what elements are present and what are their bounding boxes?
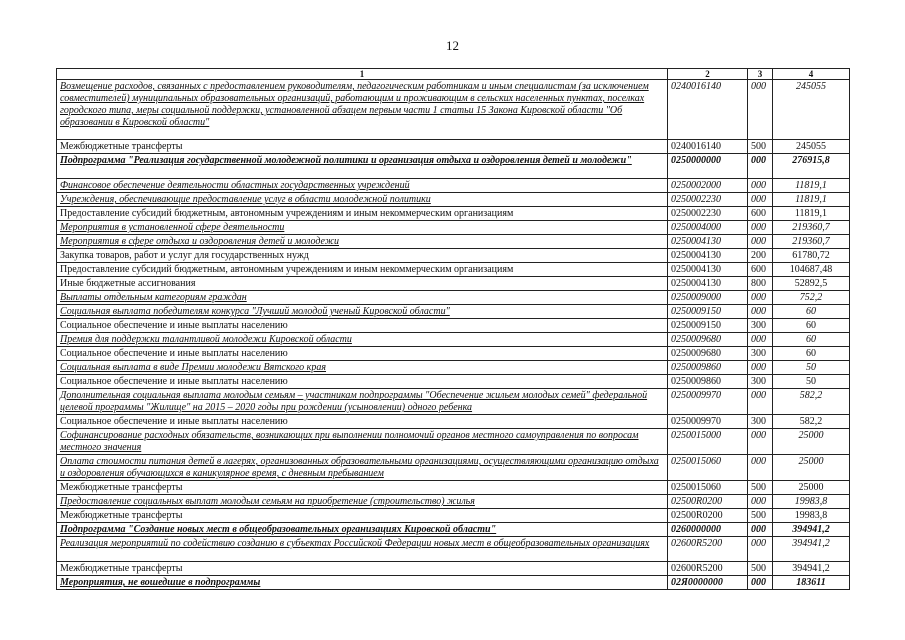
row-amount-cell: 25000 bbox=[773, 455, 850, 481]
row-type-cell: 000 bbox=[748, 221, 773, 235]
row-code-cell: 0250009150 bbox=[668, 305, 748, 319]
row-amount-cell: 25000 bbox=[773, 481, 850, 495]
row-code-cell: 0250009860 bbox=[668, 375, 748, 389]
row-type-cell: 500 bbox=[748, 140, 773, 154]
row-name-cell: Подпрограмма "Создание новых мест в общеобразовательных организациях Кировской области" bbox=[57, 523, 668, 537]
column-header-1: 1 bbox=[57, 69, 668, 80]
row-amount-cell: 394941,2 bbox=[773, 562, 850, 576]
row-type-cell: 500 bbox=[748, 562, 773, 576]
table-row bbox=[57, 509, 850, 523]
row-type-cell: 300 bbox=[748, 347, 773, 361]
page-number: 12 bbox=[446, 38, 459, 53]
table-row bbox=[57, 415, 850, 429]
row-amount-cell: 60 bbox=[773, 319, 850, 333]
row-type-cell: 600 bbox=[748, 263, 773, 277]
row-code-cell: 0250009970 bbox=[668, 415, 748, 429]
row-code-cell: 0250002230 bbox=[668, 207, 748, 221]
table-row bbox=[57, 576, 850, 590]
table-row bbox=[57, 375, 850, 389]
row-amount-cell: 245055 bbox=[773, 80, 850, 140]
row-type-cell: 600 bbox=[748, 207, 773, 221]
row-type-cell: 000 bbox=[748, 576, 773, 590]
row-name-cell: Предоставление социальных выплат молодым семьям на приобретение (строительство) жилья bbox=[57, 495, 668, 509]
table-row bbox=[57, 537, 850, 562]
row-type-cell: 000 bbox=[748, 429, 773, 455]
row-type-cell: 500 bbox=[748, 481, 773, 495]
row-code-cell: 0250004130 bbox=[668, 277, 748, 291]
row-code-cell: 0260000000 bbox=[668, 523, 748, 537]
row-amount-cell: 50 bbox=[773, 375, 850, 389]
row-type-cell: 000 bbox=[748, 154, 773, 179]
budget-table bbox=[56, 68, 850, 590]
row-type-cell: 000 bbox=[748, 455, 773, 481]
row-name-cell: Межбюджетные трансферты bbox=[57, 562, 668, 576]
table-row bbox=[57, 140, 850, 154]
row-type-cell: 000 bbox=[748, 361, 773, 375]
row-type-cell: 000 bbox=[748, 235, 773, 249]
row-amount-cell: 60 bbox=[773, 333, 850, 347]
column-header-4: 4 bbox=[773, 69, 850, 80]
table-row bbox=[57, 481, 850, 495]
row-name-cell: Предоставление субсидий бюджетным, автономным учреждениям и иным некоммерческим организациям bbox=[57, 207, 668, 221]
table-row bbox=[57, 221, 850, 235]
row-code-cell: 0250004130 bbox=[668, 263, 748, 277]
row-code-cell: 0250002230 bbox=[668, 193, 748, 207]
row-type-cell: 000 bbox=[748, 305, 773, 319]
table-row bbox=[57, 305, 850, 319]
table-row bbox=[57, 193, 850, 207]
table-row bbox=[57, 80, 850, 140]
table-row bbox=[57, 249, 850, 263]
row-code-cell: 02Я0000000 bbox=[668, 576, 748, 590]
row-code-cell: 0250015000 bbox=[668, 429, 748, 455]
table-row bbox=[57, 495, 850, 509]
budget-table-body bbox=[57, 69, 850, 590]
row-amount-cell: 50 bbox=[773, 361, 850, 375]
table-row bbox=[57, 389, 850, 415]
table-row bbox=[57, 263, 850, 277]
table-row bbox=[57, 455, 850, 481]
row-name-cell: Закупка товаров, работ и услуг для государственных нужд bbox=[57, 249, 668, 263]
row-amount-cell: 60 bbox=[773, 347, 850, 361]
row-amount-cell: 582,2 bbox=[773, 415, 850, 429]
row-amount-cell: 11819,1 bbox=[773, 179, 850, 193]
row-amount-cell: 219360,7 bbox=[773, 235, 850, 249]
table-row bbox=[57, 291, 850, 305]
row-code-cell: 02600R5200 bbox=[668, 562, 748, 576]
row-name-cell: Межбюджетные трансферты bbox=[57, 481, 668, 495]
row-code-cell: 0250004130 bbox=[668, 249, 748, 263]
row-amount-cell: 276915,8 bbox=[773, 154, 850, 179]
row-code-cell: 0240016140 bbox=[668, 140, 748, 154]
row-type-cell: 500 bbox=[748, 509, 773, 523]
row-name-cell: Дополнительная социальная выплата молодым семьям – участникам подпрограммы "Обеспечение жильем молодых семей" федеральной целевой программы "Жилище" на 2015 – 2020 годы при рождении (усыновлении) одного ребенка bbox=[57, 389, 668, 415]
table-header-row bbox=[57, 69, 850, 80]
row-name-cell: Социальное обеспечение и иные выплаты населению bbox=[57, 319, 668, 333]
table-row bbox=[57, 429, 850, 455]
row-amount-cell: 61780,72 bbox=[773, 249, 850, 263]
row-amount-cell: 219360,7 bbox=[773, 221, 850, 235]
row-code-cell: 0250015060 bbox=[668, 455, 748, 481]
table-row bbox=[57, 154, 850, 179]
row-amount-cell: 52892,5 bbox=[773, 277, 850, 291]
row-name-cell: Мероприятия, не вошедшие в подпрограммы bbox=[57, 576, 668, 590]
row-amount-cell: 582,2 bbox=[773, 389, 850, 415]
table-row bbox=[57, 207, 850, 221]
row-name-cell: Подпрограмма "Реализация государственной молодежной политики и организация отдыха и оздоровления детей и молодежи" bbox=[57, 154, 668, 179]
row-type-cell: 000 bbox=[748, 333, 773, 347]
row-amount-cell: 183611 bbox=[773, 576, 850, 590]
row-name-cell: Возмещение расходов, связанных с предоставлением руководителям, педагогическим работникам и иным специалистам (за исключением совместителей) муниципальных образовательных организаций, работающим и проживающим в сельских населенных пунктах, поселках городского типа, меры социальной поддержки, установленной абзацем первым части 1 статьи 15 Закона Кировской области "Об образовании в Кировской области" bbox=[57, 80, 668, 140]
row-amount-cell: 752,2 bbox=[773, 291, 850, 305]
row-name-cell: Социальное обеспечение и иные выплаты населению bbox=[57, 347, 668, 361]
row-name-cell: Межбюджетные трансферты bbox=[57, 140, 668, 154]
row-type-cell: 000 bbox=[748, 179, 773, 193]
row-name-cell: Реализация мероприятий по содействию созданию в субъектах Российской Федерации новых мест в общеобразовательных организациях bbox=[57, 537, 668, 562]
row-code-cell: 0250004130 bbox=[668, 235, 748, 249]
row-name-cell: Социальная выплата в виде Премии молодежи Вятского края bbox=[57, 361, 668, 375]
row-code-cell: 0250015060 bbox=[668, 481, 748, 495]
row-code-cell: 0240016140 bbox=[668, 80, 748, 140]
row-amount-cell: 245055 bbox=[773, 140, 850, 154]
row-type-cell: 000 bbox=[748, 80, 773, 140]
row-name-cell: Социальное обеспечение и иные выплаты населению bbox=[57, 375, 668, 389]
row-name-cell: Предоставление субсидий бюджетным, автономным учреждениям и иным некоммерческим организациям bbox=[57, 263, 668, 277]
row-code-cell: 0250009150 bbox=[668, 319, 748, 333]
row-name-cell: Учреждения, обеспечивающие предоставление услуг в области молодежной политики bbox=[57, 193, 668, 207]
table-row bbox=[57, 523, 850, 537]
row-amount-cell: 19983,8 bbox=[773, 509, 850, 523]
row-code-cell: 0250000000 bbox=[668, 154, 748, 179]
row-name-cell: Оплата стоимости питания детей в лагерях, организованных образовательными организациями, осуществляющими организацию отдыха и оздоровления обучающихся в каникулярное время, с дневным пребыванием bbox=[57, 455, 668, 481]
row-name-cell: Выплаты отдельным категориям граждан bbox=[57, 291, 668, 305]
row-code-cell: 02500R0200 bbox=[668, 509, 748, 523]
row-code-cell: 0250004000 bbox=[668, 221, 748, 235]
row-name-cell: Мероприятия в установленной сфере деятельности bbox=[57, 221, 668, 235]
row-amount-cell: 104687,48 bbox=[773, 263, 850, 277]
row-name-cell: Мероприятия в сфере отдыха и оздоровления детей и молодежи bbox=[57, 235, 668, 249]
row-amount-cell: 19983,8 bbox=[773, 495, 850, 509]
column-header-3: 3 bbox=[748, 69, 773, 80]
table-row bbox=[57, 361, 850, 375]
table-row bbox=[57, 235, 850, 249]
row-name-cell: Социальная выплата победителям конкурса "Лучший молодой ученый Кировской области" bbox=[57, 305, 668, 319]
column-header-2: 2 bbox=[668, 69, 748, 80]
row-code-cell: 0250009000 bbox=[668, 291, 748, 305]
row-code-cell: 0250009970 bbox=[668, 389, 748, 415]
row-amount-cell: 25000 bbox=[773, 429, 850, 455]
row-code-cell: 0250002000 bbox=[668, 179, 748, 193]
row-type-cell: 300 bbox=[748, 415, 773, 429]
row-name-cell: Межбюджетные трансферты bbox=[57, 509, 668, 523]
table-row bbox=[57, 179, 850, 193]
row-name-cell: Иные бюджетные ассигнования bbox=[57, 277, 668, 291]
row-type-cell: 000 bbox=[748, 389, 773, 415]
row-amount-cell: 394941,2 bbox=[773, 523, 850, 537]
row-type-cell: 000 bbox=[748, 291, 773, 305]
row-code-cell: 0250009860 bbox=[668, 361, 748, 375]
row-type-cell: 000 bbox=[748, 495, 773, 509]
row-code-cell: 02500R0200 bbox=[668, 495, 748, 509]
row-type-cell: 000 bbox=[748, 193, 773, 207]
table-row bbox=[57, 319, 850, 333]
table-row bbox=[57, 333, 850, 347]
row-type-cell: 300 bbox=[748, 375, 773, 389]
row-name-cell: Софинансирование расходных обязательств, возникающих при выполнении полномочий органов местного самоуправления по вопросам местного значения bbox=[57, 429, 668, 455]
row-amount-cell: 394941,2 bbox=[773, 537, 850, 562]
row-type-cell: 000 bbox=[748, 523, 773, 537]
row-code-cell: 02600R5200 bbox=[668, 537, 748, 562]
table-row bbox=[57, 277, 850, 291]
row-amount-cell: 11819,1 bbox=[773, 207, 850, 221]
row-code-cell: 0250009680 bbox=[668, 333, 748, 347]
row-type-cell: 300 bbox=[748, 319, 773, 333]
row-type-cell: 000 bbox=[748, 537, 773, 562]
row-name-cell: Финансовое обеспечение деятельности областных государственных учреждений bbox=[57, 179, 668, 193]
table-row bbox=[57, 347, 850, 361]
table-row bbox=[57, 562, 850, 576]
row-code-cell: 0250009680 bbox=[668, 347, 748, 361]
row-name-cell: Премия для поддержки талантливой молодежи Кировской области bbox=[57, 333, 668, 347]
row-type-cell: 800 bbox=[748, 277, 773, 291]
row-amount-cell: 11819,1 bbox=[773, 193, 850, 207]
row-amount-cell: 60 bbox=[773, 305, 850, 319]
row-type-cell: 200 bbox=[748, 249, 773, 263]
row-name-cell: Социальное обеспечение и иные выплаты населению bbox=[57, 415, 668, 429]
